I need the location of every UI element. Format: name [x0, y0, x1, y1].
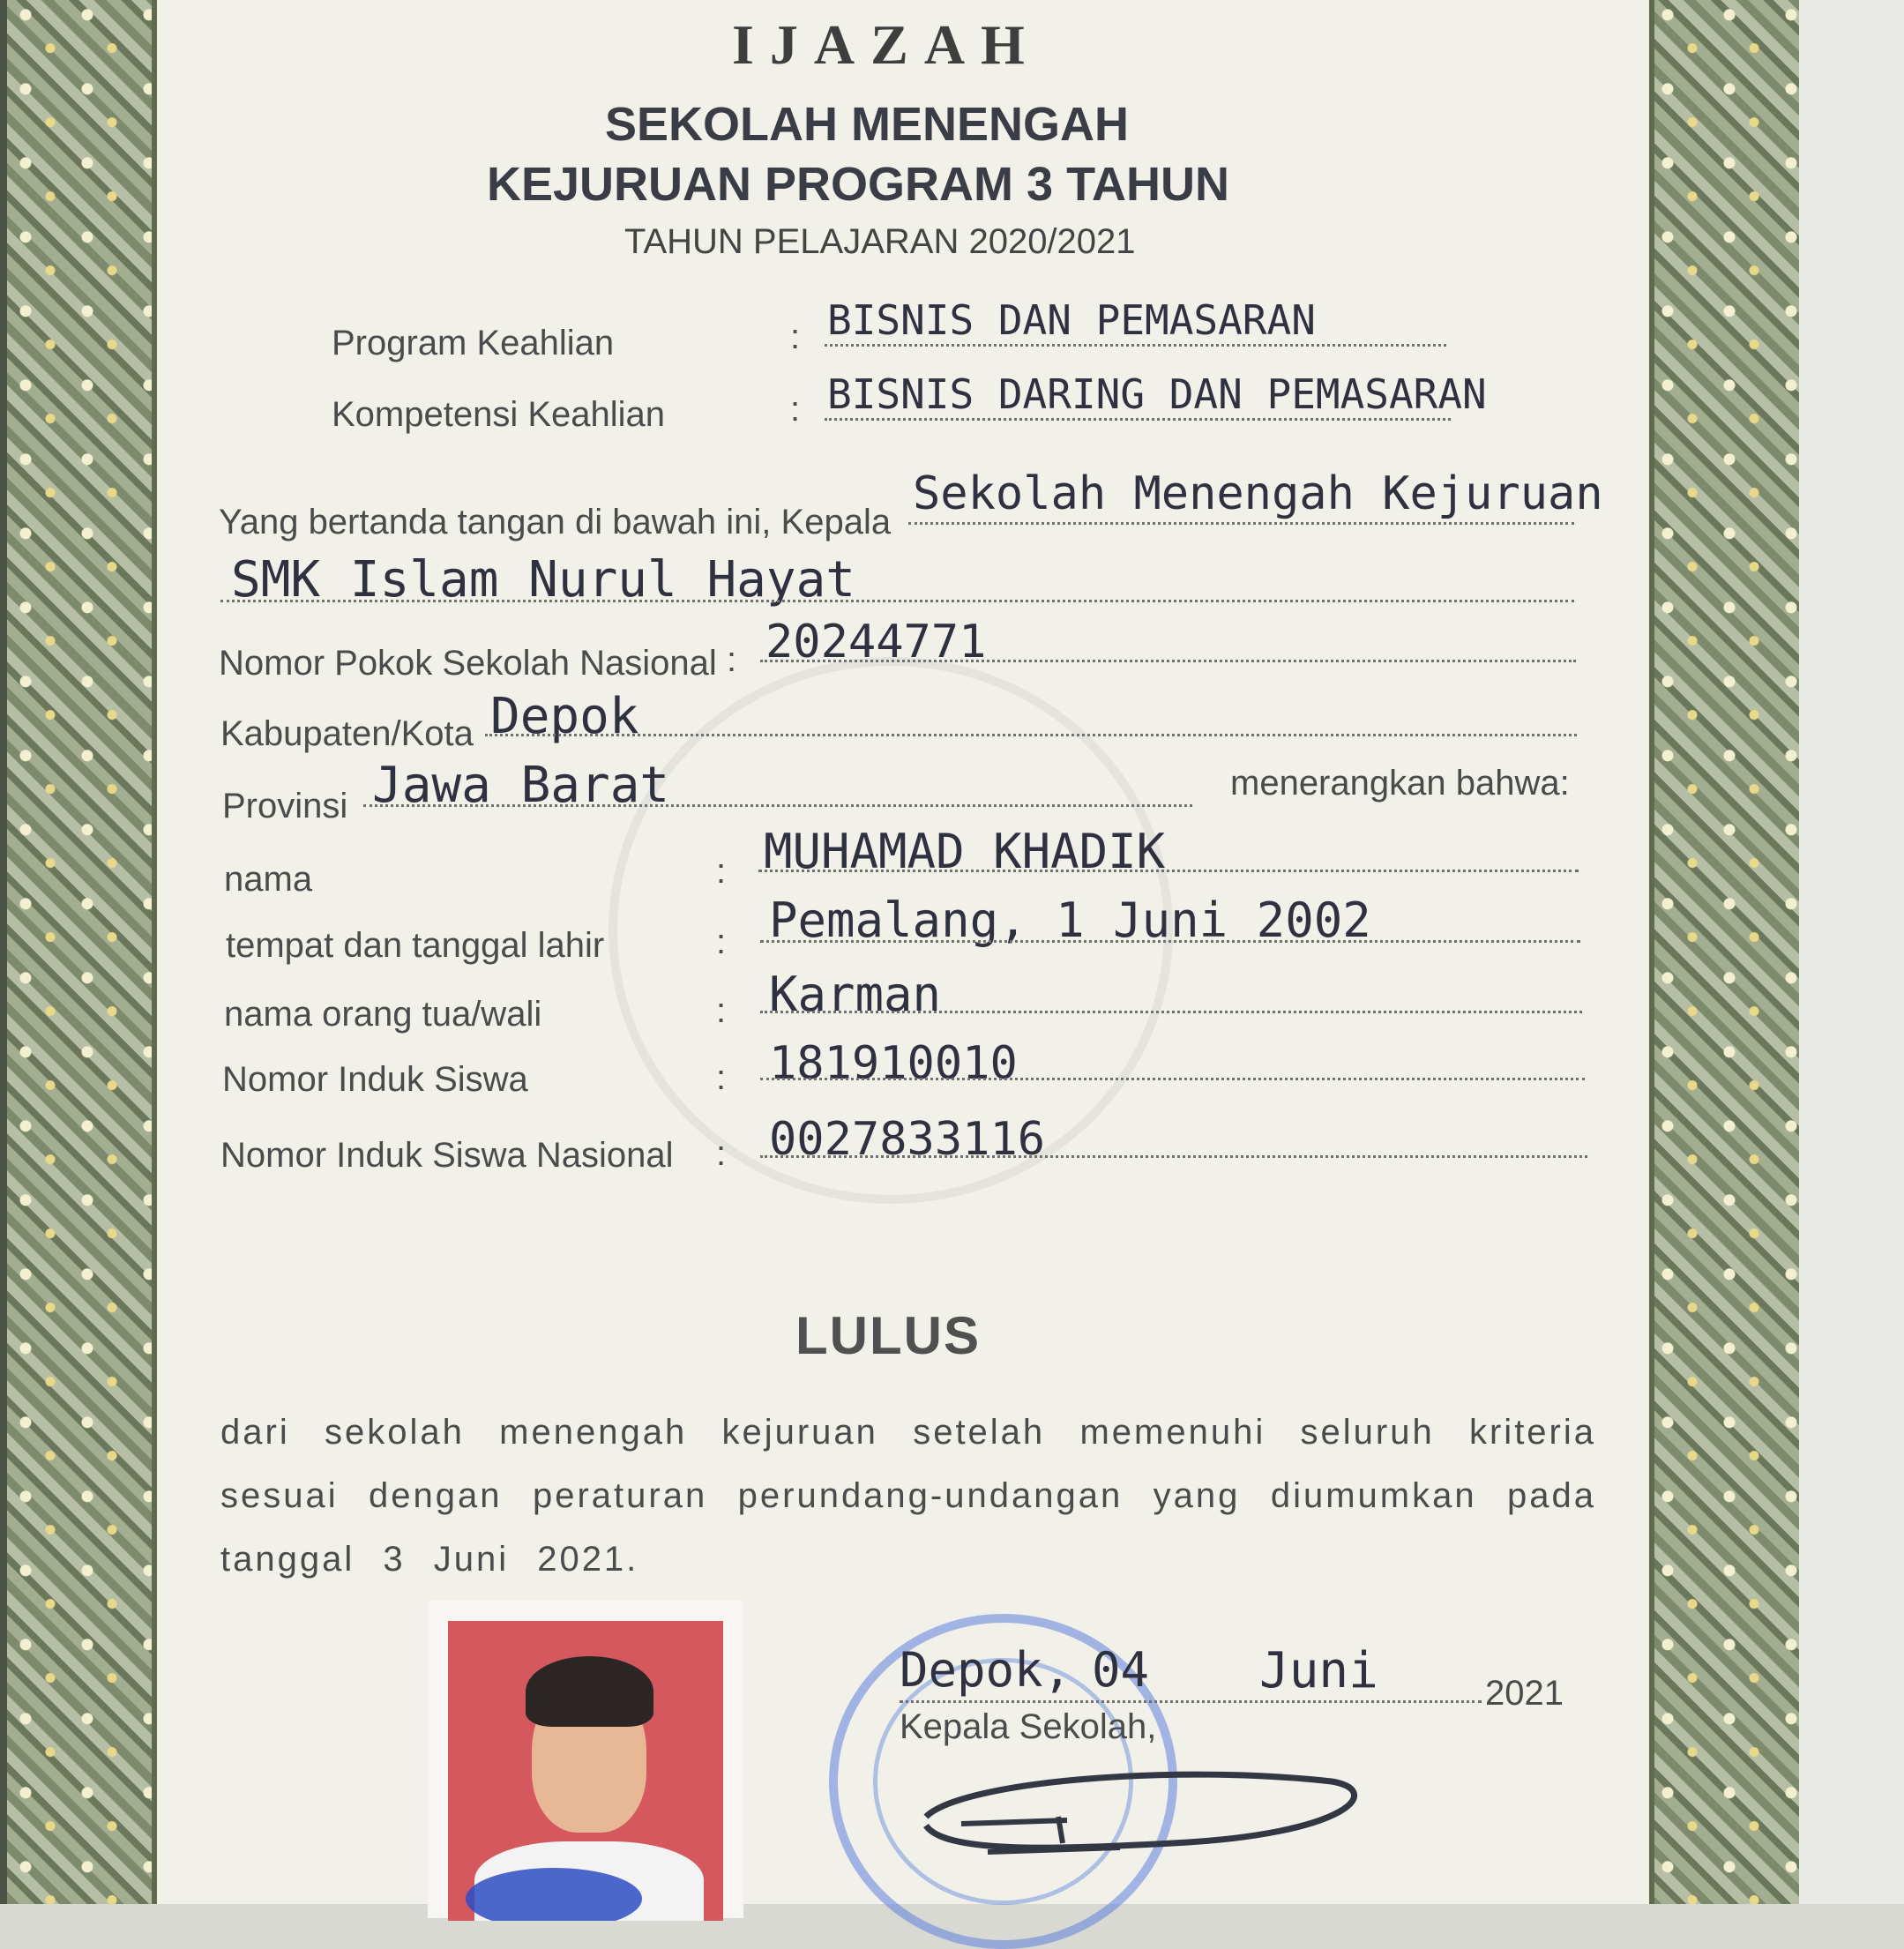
headmaster-signature	[908, 1755, 1367, 1878]
graduation-statement: dari sekolah menengah kejuruan setelah memenuhi seluruh kriteria sesuai dengan peraturan perundang-undangan yang diumumkan pada tanggal 3 Juni 2021.	[220, 1413, 1596, 1579]
city-dotted-line	[485, 734, 1577, 736]
birth-dotted-line	[760, 940, 1580, 943]
province-label: Provinsi	[222, 787, 348, 825]
signature-place: Depok,	[900, 1642, 1072, 1698]
school-name: SMK Islam Nurul Hayat	[231, 551, 856, 609]
name-colon: :	[716, 852, 727, 891]
birth-colon: :	[716, 922, 727, 961]
program-label: Program Keahlian	[332, 324, 615, 362]
name-label: nama	[224, 860, 313, 899]
ornamental-border-left	[7, 0, 157, 1904]
student-photo	[448, 1621, 723, 1921]
heading-line-1: SEKOLAH MENENGAH	[605, 98, 1130, 151]
province-dotted-line	[363, 804, 1192, 807]
signature-date-dotted-line	[900, 1700, 1482, 1703]
competency-value: BISNIS DARING DAN PEMASARAN	[827, 370, 1487, 418]
nisn-colon: :	[716, 1134, 727, 1173]
name-dotted-line	[758, 870, 1579, 872]
nis-value: 181910010	[769, 1037, 1018, 1090]
program-dotted-line	[825, 344, 1446, 347]
program-colon: :	[790, 317, 801, 356]
photo-hair	[526, 1656, 653, 1727]
signature-role: Kepala Sekolah,	[900, 1707, 1157, 1746]
signer-dotted-line	[908, 522, 1574, 525]
parent-label: nama orang tua/wali	[224, 995, 542, 1034]
signature-month: Juni	[1259, 1642, 1378, 1699]
npsn-colon: :	[727, 640, 737, 679]
nisn-label: Nomor Induk Siswa Nasional	[220, 1136, 674, 1175]
nisn-dotted-line	[760, 1155, 1587, 1158]
nisn-value: 0027833116	[769, 1113, 1046, 1166]
province-value: Jawa Barat	[372, 757, 670, 814]
academic-year: TAHUN PELAJARAN 2020/2021	[624, 222, 1136, 261]
competency-colon: :	[790, 390, 801, 429]
nis-colon: :	[716, 1058, 727, 1097]
background-surface	[1799, 0, 1904, 1904]
signature-day: 04	[1092, 1642, 1150, 1698]
parent-colon: :	[716, 991, 727, 1030]
birth-value: Pemalang, 1 Juni 2002	[769, 892, 1371, 948]
competency-label: Kompetensi Keahlian	[332, 395, 666, 434]
npsn-dotted-line	[760, 660, 1576, 662]
birth-label: tempat dan tanggal lahir	[226, 926, 605, 965]
school-dotted-line	[220, 600, 1574, 602]
city-label: Kabupaten/Kota	[220, 714, 474, 753]
program-value: BISNIS DAN PEMASARAN	[827, 296, 1316, 344]
parent-value: Karman	[769, 967, 942, 1022]
nis-dotted-line	[760, 1078, 1585, 1080]
signer-intro: Yang bertanda tangan di bawah ini, Kepala	[219, 503, 892, 541]
heading-line-2: KEJURUAN PROGRAM 3 TAHUN	[487, 158, 1230, 211]
signer-school-type: Sekolah Menengah Kejuruan	[913, 467, 1603, 520]
certificate-title: IJAZAH	[732, 13, 1041, 76]
name-value: MUHAMAD KHADIK	[764, 824, 1166, 879]
signature-stroke-loop	[926, 1774, 1355, 1848]
npsn-label: Nomor Pokok Sekolah Nasional	[219, 644, 717, 683]
competency-dotted-line	[825, 418, 1451, 421]
ornamental-border-right	[1649, 0, 1799, 1904]
states-that: menerangkan bahwa:	[1230, 764, 1570, 803]
signature-year: 2021	[1485, 1674, 1564, 1713]
graduation-status: LULUS	[795, 1306, 981, 1365]
nis-label: Nomor Induk Siswa	[222, 1060, 528, 1099]
parent-dotted-line	[760, 1011, 1582, 1013]
paper-edge	[0, 0, 7, 1904]
npsn-value: 20244771	[765, 616, 987, 668]
city-value: Depok	[490, 688, 639, 745]
